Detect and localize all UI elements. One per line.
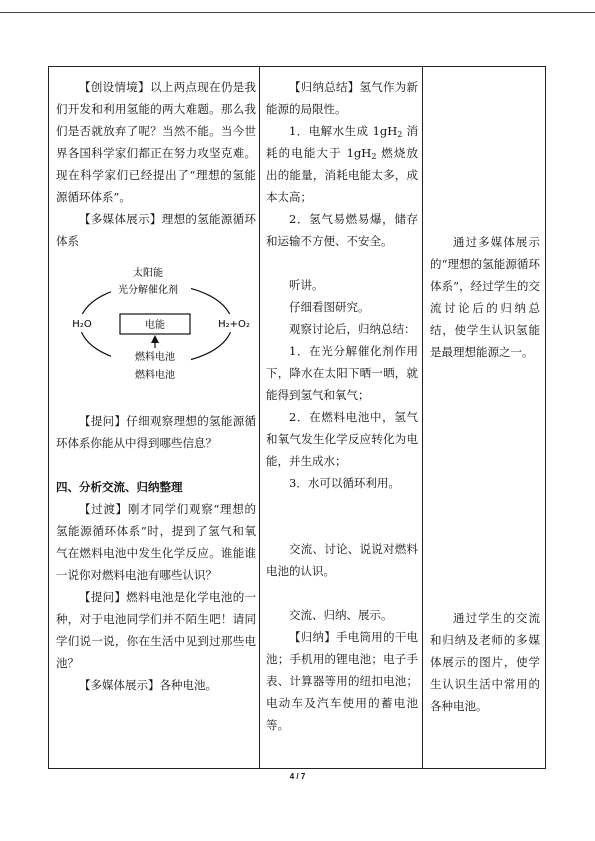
hydrogen-cycle-diagram xyxy=(56,256,256,388)
header-rule xyxy=(0,12,595,13)
diagram-label-center: 电能 xyxy=(145,320,165,331)
limitation-item-2: 2．氢气易燃易爆，储存和运输不方便、不安全。 xyxy=(266,212,418,248)
teacher-activity-column xyxy=(56,76,256,696)
limitation-item-1: 1．电解水生成 $1gH_2$ 消耗的电能大于 $1gH_2$ 燃烧放出的能量，消耗电能太多，成本太高； xyxy=(266,124,418,204)
transition-paragraph: 【过渡】刚才同学们观察“理想的氢能源循环体系”时，提到了氢气和氧气在燃料电池中发生化学反应。谁能谁一说你对燃料电池有哪些认识？ xyxy=(56,502,256,582)
cycle-diagram-svg xyxy=(56,256,256,388)
question-paragraph-1: 【提问】仔细观察理想的氢能源循环体系你能从中得到哪些信息？ xyxy=(56,414,257,450)
student-activity-column xyxy=(266,76,418,736)
up-arrow-head xyxy=(151,335,159,343)
listen-text: 听讲。 xyxy=(289,278,324,292)
observation-item-3: 3．水可以循环利用。 xyxy=(289,476,400,490)
diagram-label-top1: 太阳能 xyxy=(133,268,163,279)
intent-block-2: 通过学生的交流和归纳及老师的多媒体展示的图片，使学生认识生活中常用的各种电池。 xyxy=(430,611,540,713)
column-divider-1 xyxy=(259,67,260,768)
column-divider-2 xyxy=(422,67,423,768)
diagram-label-left: H₂O xyxy=(72,319,92,330)
diagram-label-bottom1: 燃料电池 xyxy=(135,352,175,363)
observation-item-1: 1．在光分解催化剂作用下，降水在太阳下晒一晒，就能得到氢气和氧气； xyxy=(266,344,418,402)
diagram-label-right: H₂+O₂ xyxy=(218,319,250,330)
exchange-text: 交流、归纳、展示。 xyxy=(289,608,393,622)
situation-paragraph: 【创设情境】以上两点现在仍是我们开发和利用氢能的两大难题。那么我们是否就放弃了呢？当然不能。当今世界各国科学家们都正在努力攻坚克难。现在科学家们已经提出了“理想的氢能源循环体系”。 xyxy=(56,80,257,204)
induction-paragraph: 【归纳】手电筒用的干电池；手机用的锂电池；电子手表、计算器等用的纽扣电池；电动车及汽车使用的蓄电池等。 xyxy=(266,630,418,732)
diagram-label-top2: 光分解催化剂 xyxy=(118,285,178,296)
study-text: 仔细看图研究。 xyxy=(289,300,370,314)
observation-item-2: 2．在燃料电池中，氢气和氧气发生化学反应转化为电能，并生成水； xyxy=(266,410,418,468)
intent-block-1: 通过多媒体展示的“理想的氢能源循环体系”，经过学生的交流讨论后的归纳总结，使学生认识氢能是最理想能源之一。 xyxy=(430,235,540,359)
section-heading: 四、分析交流、归纳整理 xyxy=(56,480,183,494)
discussion-text: 交流、讨论、说说对燃料电池的认识。 xyxy=(266,542,418,578)
lesson-table xyxy=(48,66,546,769)
diagram-label-bottom2: 燃料电池 xyxy=(135,370,175,381)
summary-paragraph: 【归纳总结】氢气作为新能源的局限性。 xyxy=(266,80,418,116)
page-number: 4 / 7 xyxy=(289,772,306,781)
multimedia-paragraph: 【多媒体展示】理想的氢能源循环体系 xyxy=(56,212,256,248)
multimedia-paragraph-2: 【多媒体展示】各种电池。 xyxy=(79,678,217,692)
question-paragraph-2: 【提问】燃料电池是化学电池的一种，对于电池同学们并不陌生吧！请同学们说一说，你在生活中见到过那些电池？ xyxy=(56,590,257,670)
observe-text: 观察讨论后，归纳总结： xyxy=(289,322,416,336)
